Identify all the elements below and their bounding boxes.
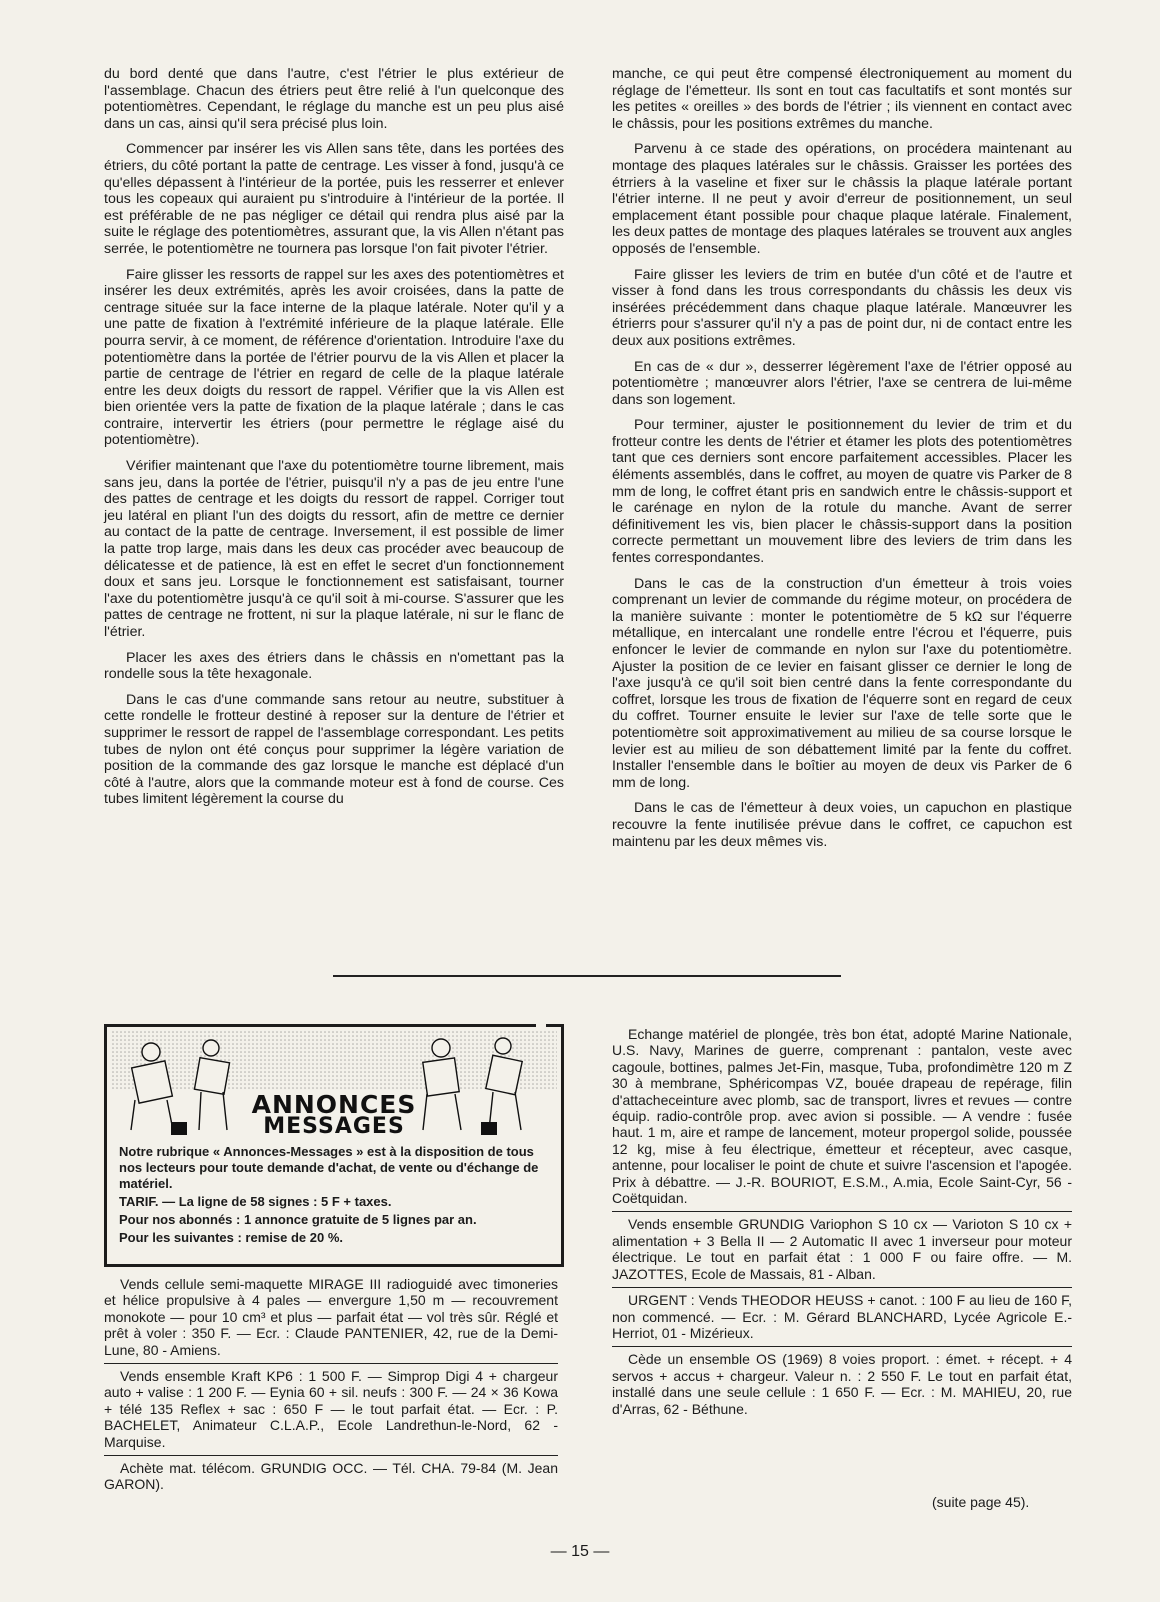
paragraph: manche, ce qui peut être compensé électroniquement au moment du réglage de l'émetteur. Ils sont en tout cas facultatifs et sont montés sur les petites « oreilles » des bords de l'étrier ; ils viennent en contact avec le châssis, pour les positions extrêmes du manche. [612, 66, 1072, 132]
article-right-column [612, 66, 1072, 859]
classified-ad: URGENT : Vends THEODOR HEUSS + canot. : 100 F au lieu de 160 F, non commencé. — Ecr. : M. Gérard BLANCHARD, Lycée Agricole E.-Herriot, 01 - Mizérieux. [612, 1287, 1072, 1346]
classified-ad: Vends ensemble Kraft KP6 : 1 500 F. — Simprop Digi 4 + chargeur auto + valise : 1 200 F. — Eynia 60 + sil. neufs : 300 F. — 24 × 36 Kowa + télé 135 Reflex + sac : 650 F — le tout parfait état. — Ecr. : P. BACHELET, Animateur C.L.A.P., Ecole Landrethun-le-Nord, 62 - Marquise. [104, 1363, 558, 1455]
tarif-line: TARIF. — La ligne de 58 signes : 5 F + taxes. [119, 1194, 392, 1209]
paragraph: Placer les axes des étriers dans le châssis en n'omettant pas la rondelle sous la tête hexagonale. [104, 649, 564, 683]
rubric-intro: Notre rubrique « Annonces-Messages » est à la disposition de tous nos lecteurs pour toute demande d'achat, de vente ou d'échange de matériel. [119, 1144, 539, 1191]
paragraph: Dans le cas de la construction d'un émetteur à trois voies comprenant un levier de commande du régime moteur, on procédera de la manière suivante : monter le potentiomètre de 5 kΩ sur l'équerre métallique, en intercalant une rondelle entre l'écrou et l'équerre, puis enfoncer le levier de commande en nylon sur l'axe du potentiomètre. Ajuster la position de ce levier en faisant glisser ce dernier le long de l'axe jusqu'à ce qu'il soit bien centré dans la fente correspondante du coffret, lorsque les trous de fixation de l'équerre sont en regard de ceux du coffret. Tourner ensuite le levier sur l'axe de telle sorte que le potentiomètre soit approximativement au milieu de sa course lorsque le levier est au milieu de son débattement limité par la fente du coffret. Installer l'ensemble dans le boîtier au moyen de deux vis Parker de 6 mm de long. [612, 575, 1072, 791]
subscribers-line: Pour nos abonnés : 1 annonce gratuite de 5 lignes par an. [119, 1212, 477, 1227]
paragraph: Vérifier maintenant que l'axe du potentiomètre tourne librement, mais sans jeu, dans la portée de l'étrier, puisqu'il n'y a pas de jeu entre l'une des pattes de centrage et les doigts du ressort de rappel. Corriger tout jeu latéral en pliant l'un des doigts du ressort, afin de mettre ce dernier au contact de la patte de centrage. Inversement, il est possible de limer la patte trop large, mais dans les deux cas procéder avec beaucoup de délicatesse et de patience, là est en effet le secret d'un fonctionnement doux et sans jeu. Lorsque le fonctionnement est satisfaisant, tourner l'axe du potentiomètre jusqu'à ce qu'il soit à mi-course. S'assurer que les pattes de centrage ne frottent, ni sur la plaque latérale, ni sur le flanc de l'étrier. [104, 458, 564, 640]
classified-ad: Achète mat. télécom. GRUNDIG OCC. — Tél. CHA. 79-84 (M. Jean GARON). [104, 1455, 558, 1498]
announcements-banner [111, 1030, 557, 1135]
box-top-border [104, 1024, 564, 1027]
paragraph: Faire glisser les ressorts de rappel sur les axes des potentiomètres et insérer les deux extrémités, après les avoir croisées, dans la patte de centrage située sur la face interne de la plaque latérale. Noter qu'il y a une patte de fixation à l'extrémité inférieure de la plaque latérale. Elle pourra servir, à ce moment, de référence d'orientation. Introduire l'axe du potentiomètre dans la portée de l'étrier pourvu de la vis Allen et placer la partie de centrage de l'étrier en regard de celle de la plaque latérale entre les deux doigts du ressort de rappel. Vérifier que la vis Allen est bien orientée vers la patte de fixation de la plaque latérale ; dans le cas contraire, intervertir les étriers (pour permettre le réglage aisé du potentiomètre). [104, 266, 564, 449]
announcements-rubric [119, 1144, 547, 1248]
section-divider [333, 975, 841, 977]
classified-ad: Echange matériel de plongée, très bon état, adopté Marine Nationale, U.S. Navy, Marines de guerre, comprenant : pantalon, veste avec cagoule, bottines, palmes Jet-Fin, masque, Tuba, profondimètre 120 m Z 30 à membrane, Sphéricompas VZ, bouée drapeau de repérage, filin d'attacheceinture avec plomb, sac de transport, livres et revues — contre équip. radio-contrôle prop. avec avion si possible. — A vendre : fusée haut. 1 m, aire et rampe de lancement, moteur propergol solide, poussée 12 kg, mise à feu électrique, émetteur et récepteur, avec casque, antenne, pour localiser le point de chute et suivre l'ascension et l'apogée. Prix à débattre. — J.-R. BOURIOT, E.S.M., A.mia, Ecole Saint-Cyr, 56 - Coëtquidan. [612, 1026, 1072, 1207]
classified-ad: Vends ensemble GRUNDIG Variophon S 10 cx — Varioton S 10 cx + alimentation + 3 Bella II — 2 Automatic II avec 1 inverseur pour moteur électrique. Le tout en parfait état : 1 000 F ou faire offre. — M. JAZOTTES, Ecole de Massais, 81 - Alban. [612, 1211, 1072, 1287]
discount-line: Pour les suivantes : remise de 20 %. [119, 1230, 343, 1245]
announcements-box [104, 1024, 564, 1267]
paragraph: Dans le cas d'une commande sans retour au neutre, substituer à cette rondelle le frotteur destiné à reposer sur la denture de l'étrier et supprimer le ressort de rappel de l'assemblage correspondant. Les petits tubes de nylon ont été conçus pour supprimer la légère variation de position de la commande des gaz lorsque le manche est déplacé d'un côté à l'autre, alors que la commande moteur est à fond de course. Ces tubes limitent légèrement la course du [104, 691, 564, 808]
article-left-column [104, 66, 564, 817]
continued-note: (suite page 45). [932, 1494, 1030, 1510]
classifieds-right [612, 1022, 1072, 1422]
paragraph: du bord denté que dans l'autre, c'est l'étrier le plus extérieur de l'assemblage. Chacun des étriers peut être relié à l'un quelconque des potentiomètres. Cependant, le réglage du manche est un peu plus aisé dans un cas, ainsi qu'il sera précisé plus loin. [104, 66, 564, 132]
page-number: — 15 — [550, 1543, 610, 1560]
paragraph: Commencer par insérer les vis Allen sans tête, dans les portées des étriers, du côté portant la patte de centrage. Les visser à fond, jusqu'à ce qu'elles dépassent à l'intérieur de la portée, puis les resserrer et enlever tous les copeaux qui auraient pu s'introduire à l'intérieur de la portée. Il est préférable de ne pas négliger ce détail qui rendra plus aisé par la suite le réglage des potentiomètres, assurant que, la vis Allen n'étant pas serrée, le potentiomètre ne tournera pas lorsque l'on fait pivoter l'étrier. [104, 141, 564, 257]
classified-ad: Cède un ensemble OS (1969) 8 voies proport. : émet. + récept. + 4 servos + accus + chargeur. Valeur n. : 2 550 F. Le tout en parfait état, installé dans une seule cellule : 1 650 F. — Ecr. : M. MAHIEU, 20, rue d'Arras, 62 - Béthune. [612, 1346, 1072, 1422]
paragraph: En cas de « dur », desserrer légèrement l'axe de l'étrier opposé au potentiomètre ; manœuvrer alors l'étrier, l'axe se centrera de lui-même dans son logement. [612, 358, 1072, 408]
messages-title: MESSAGES [263, 1114, 405, 1135]
paragraph: Parvenu à ce stade des opérations, on procédera maintenant au montage des plaques latérales sur le châssis. Graisser les portées des étrriers à la vaseline et fixer sur le châssis la plaque latérale portant l'étrier interne. Il ne peut y avoir d'erreur de positionnement, un seul emplacement étant possible pour chaque plaque latérale. Finalement, les deux pattes de montage des plaques latérales se trouvent aux angles opposés de l'ensemble. [612, 141, 1072, 257]
classifieds-left [104, 1272, 558, 1498]
paragraph: Pour terminer, ajuster le positionnement du levier de trim et du frotteur contre les dents de l'étrier et étamer les plots des potentiomètres tant que ces derniers sont encore parfaitement accessibles. Placer les éléments assemblés, dans le coffret, au moyen de quatre vis Parker de 8 mm de long, le coffret étant pris en sandwich entre le châssis-support et le carénage en nylon de la rotule du manche. Avant de serrer définitivement les vis, bien placer le châssis-support dans la position correcte permettant un mouvement libre des leviers de trim dans les fentes correspondantes. [612, 417, 1072, 567]
announcements-title: ANNONCES [251, 1090, 417, 1119]
paragraph: Dans le cas de l'émetteur à deux voies, un capuchon en plastique recouvre la fente inutilisée prévue dans le coffret, ce capuchon est maintenu par les deux mêmes vis. [612, 800, 1072, 850]
classified-ad: Vends cellule semi-maquette MIRAGE III radioguidé avec timoneries et hélice propulsive à 4 pales — envergure 1,50 m — recouvrement monokote — pour 10 cm³ et plus — parfait état — vol très sûr. Réglé et prêt à voler : 350 F. — Ecr. : Claude PANTENIER, 42, rue de la Demi-Lune, 80 - Amiens. [104, 1276, 558, 1358]
paragraph: Faire glisser les leviers de trim en butée d'un côté et de l'autre et visser à fond dans les trous correspondants du châssis les deux vis insérées précédemment dans chaque plaque latérale. Manœuvrer les étrierrs pour s'assurer qu'il n'y a pas de point dur, ni de contact entre les deux aux positions extrêmes. [612, 266, 1072, 349]
